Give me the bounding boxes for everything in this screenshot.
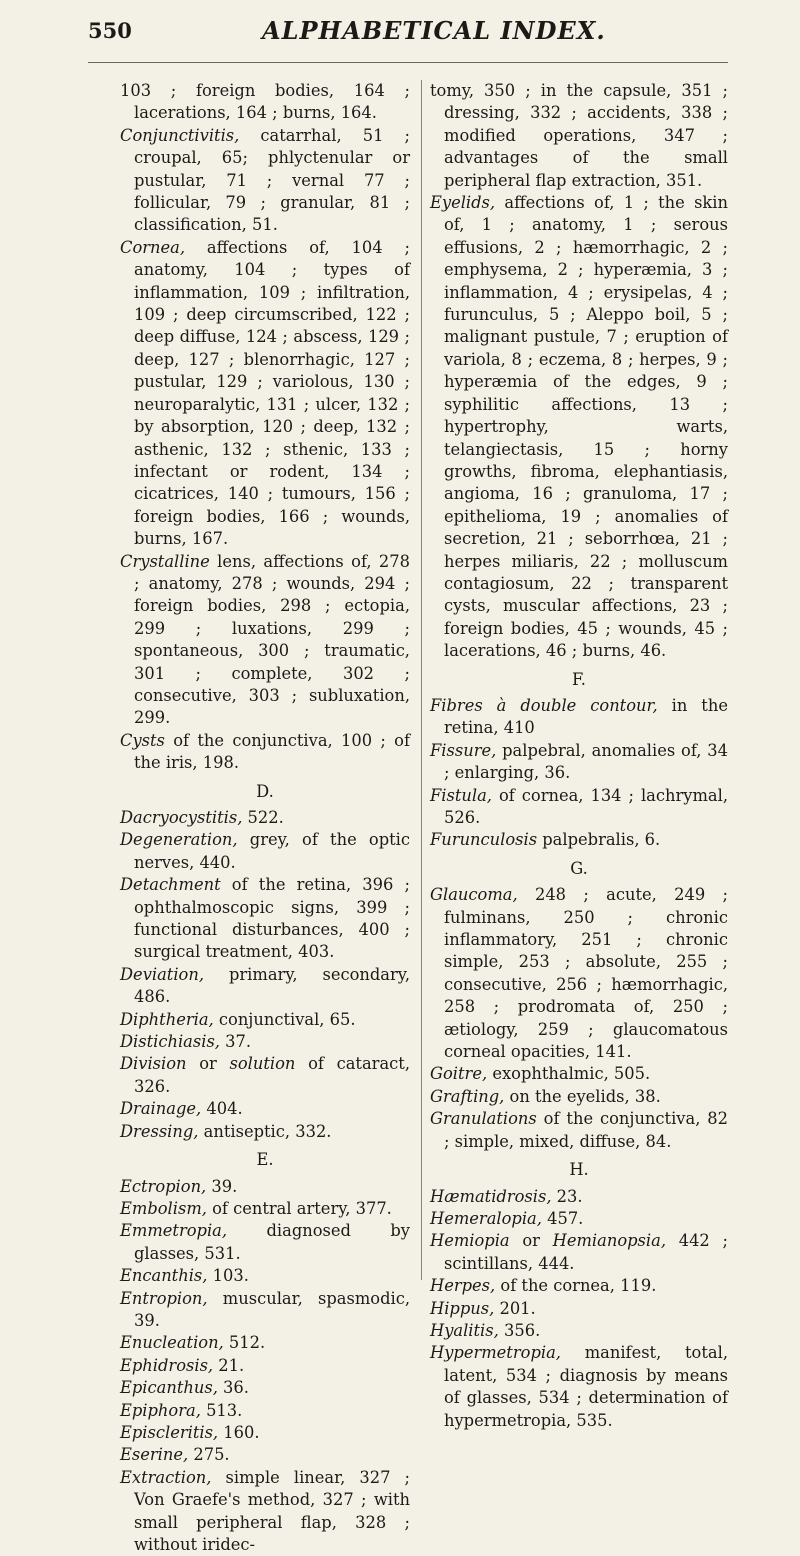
entry-term: Dacryocystitis, <box>120 808 243 827</box>
entry-term: Extraction, <box>120 1467 212 1487</box>
entry-term: Encanthis, <box>120 1266 208 1286</box>
entry-term: Dressing, <box>120 1121 199 1141</box>
entry-text: palpebral, anomalies of, 34 ; enlarging, 36. <box>444 740 728 783</box>
section-letter: G. <box>570 858 588 878</box>
entry-text: grey, of the optic nerves, 440. <box>134 830 410 872</box>
entry-term: Degeneration, <box>120 830 238 850</box>
left-column <box>120 80 410 1556</box>
index-entry <box>120 1053 410 1098</box>
index-entry <box>120 829 410 874</box>
index-entry <box>430 1320 728 1342</box>
entry-term: Hippus, <box>430 1298 495 1318</box>
entry-text: 522. <box>242 808 284 827</box>
entry-text: in the retina, 410 <box>444 695 728 738</box>
entry-term: Conjunctivitis, <box>120 125 240 145</box>
entry-term: Herpes, <box>430 1276 496 1296</box>
index-entry <box>430 1186 728 1208</box>
entry-text: exophthalmic, 505. <box>487 1064 651 1084</box>
index-entry <box>120 807 410 829</box>
page-number: 550 <box>88 18 132 43</box>
entry-text: tomy, 350 ; in the capsule, 351 ; dressing, 332 ; accidents, 338 ; modified operations, 347 ; advantages of the small peripheral flap extraction, 351. <box>430 81 728 190</box>
index-entry <box>120 1288 410 1333</box>
section-letter: E. <box>256 1150 274 1170</box>
entry-text: antiseptic, 332. <box>198 1121 332 1141</box>
index-entry <box>430 1208 728 1230</box>
entry-text: 39. <box>206 1176 238 1196</box>
entry-term: Glaucoma, <box>430 885 518 905</box>
entry-term: Drainage, <box>120 1099 202 1119</box>
entry-term: Hemiopia <box>430 1231 510 1251</box>
entry-text: of the conjunctiva, 100 ; of the iris, 198. <box>134 730 410 773</box>
entry-term: Grafting, <box>430 1086 505 1106</box>
index-entry <box>120 1176 410 1198</box>
entry-text: of cataract, 326. <box>134 1054 410 1096</box>
entry-term: Hypermetropia, <box>430 1343 561 1363</box>
entry-text: or <box>186 1054 230 1074</box>
index-entry <box>120 1009 410 1031</box>
entry-term: Embolism, <box>120 1198 207 1218</box>
entry-term: Diphtheria, <box>120 1009 214 1029</box>
entry-text: 275. <box>188 1445 230 1465</box>
page-header <box>0 14 800 70</box>
section-letter: F. <box>572 669 586 689</box>
entry-text: lens, affections of, 278 ; anatomy, 278 ; wounds, 294 ; foreign bodies, 298 ; ectopia, 299 ; luxations, 299 ; spontaneous, 300 ; traumatic, 301 ; complete, 302 ; consecutive, 303 ; subluxation, 299. <box>134 551 410 728</box>
entry-text: conjunctival, 65. <box>213 1009 356 1029</box>
entry-term: Hyalitis, <box>430 1320 499 1340</box>
index-entry <box>120 1355 410 1377</box>
entry-text: 457. <box>541 1208 584 1228</box>
entry-text: muscular, spasmodic, 39. <box>134 1288 410 1330</box>
entry-text: 512. <box>223 1333 266 1353</box>
entry-term: Hemeralopia, <box>430 1208 542 1228</box>
entry-text: or <box>509 1231 553 1251</box>
running-title: ALPHABETICAL INDEX. <box>262 16 606 45</box>
entry-text: 36. <box>217 1378 249 1398</box>
index-entry <box>120 1121 410 1143</box>
index-entry <box>120 1444 410 1466</box>
entry-term: Fissure, <box>430 740 497 760</box>
index-entry <box>430 695 728 740</box>
entry-term: Fibres à double contour, <box>430 695 658 715</box>
entry-text: primary, secondary, 486. <box>134 964 410 1007</box>
entry-text: of the cornea, 119. <box>495 1276 657 1296</box>
entry-text: 160. <box>218 1422 260 1442</box>
entry-term: solution <box>229 1054 296 1074</box>
index-entry <box>430 1108 728 1153</box>
entry-term: Goitre, <box>430 1064 488 1084</box>
index-entry <box>120 964 410 1009</box>
index-entry <box>430 785 728 830</box>
index-entry <box>120 125 410 237</box>
entry-text: 103 ; foreign bodies, 164 ; lacerations, 164 ; burns, 164. <box>120 81 410 123</box>
entry-text: simple linear, 327 ; Von Graefe's method, 327 ; with small peripheral flap, 328 ; without iridec- <box>134 1467 410 1554</box>
entry-text: on the eyelids, 38. <box>504 1086 661 1106</box>
index-entry <box>430 829 728 851</box>
entry-term: Fistula, <box>430 785 492 805</box>
index-entry <box>120 1265 410 1287</box>
entry-text: 23. <box>551 1186 583 1206</box>
index-entry <box>430 1063 728 1085</box>
index-entry <box>120 237 410 551</box>
index-entry <box>120 1198 410 1220</box>
entry-term: Detachment <box>120 875 221 895</box>
entry-text: of central artery, 377. <box>206 1198 392 1218</box>
entry-term: Crystalline <box>120 551 210 571</box>
index-entry <box>120 1220 410 1265</box>
entry-term: Epiphora, <box>120 1400 201 1420</box>
entry-term: Ectropion, <box>120 1176 207 1196</box>
entry-text: affections of, 1 ; the skin of, 1 ; anatomy, 1 ; serous effusions, 2 ; hæmorrhagic, 2 ; emphysema, 2 ; hyperæmia, 3 ; inflammation, 4 ; erysipelas, 4 ; furunculus, 5 ; Aleppo boil, 5 ; malignant pustule, 7 ; eruption of variola, 8 ; eczema, 8 ; herpes, 9 ; hyperæmia of the edges, 9 ; syphilitic affections, 13 ; hypertrophy, warts, telangiectasis, 15 ; horny growths, fibroma, elephantiasis, angioma, 16 ; granuloma, 17 ; epithelioma, 19 ; anomalies of secretion, 21 ; seborrhœa, 21 ; herpes miliaris, 22 ; molluscum contagiosum, 22 ; transparent cysts, muscular affections, 23 ; foreign bodies, 45 ; wounds, 45 ; lacerations, 46 ; burns, 46. <box>444 193 728 661</box>
index-entry <box>120 1467 410 1556</box>
entry-text: 103. <box>207 1266 249 1286</box>
index-entry <box>120 1377 410 1399</box>
entry-text: manifest, total, latent, 534 ; diagnosis by means of glasses, 534 ; determination of hypermetropia, 535. <box>444 1343 728 1430</box>
section-letter: D. <box>256 781 274 801</box>
right-column <box>430 80 728 1432</box>
entry-term: Episcleritis, <box>120 1422 219 1442</box>
entry-term: Hemianopsia, <box>552 1231 666 1251</box>
entry-term: Division <box>120 1054 187 1074</box>
entry-term: Eyelids, <box>430 193 496 213</box>
entry-term: Deviation, <box>120 964 205 984</box>
entry-text: 404. <box>201 1099 243 1119</box>
index-entry <box>120 551 410 730</box>
index-entry <box>430 1086 728 1108</box>
index-entry <box>430 884 728 1063</box>
entry-text: affections of, 104 ; anatomy, 104 ; types of inflammation, 109 ; infiltration, 109 ; deep circumscribed, 122 ; deep diffuse, 124 ; abscess, 129 ; deep, 127 ; blenorrhagic, 127 ; pustular, 129 ; variolous, 130 ; neuroparalytic, 131 ; ulcer, 132 ; by absorption, 120 ; deep, 132 ; asthenic, 132 ; sthenic, 133 ; infectant or rodent, 134 ; cicatrices, 140 ; tumours, 156 ; foreign bodies, 166 ; wounds, burns, 167. <box>134 237 410 549</box>
column-divider <box>421 80 422 1280</box>
index-entry <box>430 1342 728 1432</box>
entry-text: 513. <box>200 1400 243 1420</box>
entry-text: catarrhal, 51 ; croupal, 65; phlyctenular or pustular, 71 ; vernal 77 ; follicular, 79 ; granular, 81 ; classification, 51. <box>134 125 410 235</box>
entry-term: Enucleation, <box>120 1333 224 1353</box>
index-entry <box>430 740 728 785</box>
entry-term: Emmetropia, <box>120 1221 228 1241</box>
index-entry <box>120 1422 410 1444</box>
entry-term: Distichiasis, <box>120 1032 220 1052</box>
entry-text: diagnosed by glasses, 531. <box>134 1221 410 1263</box>
entry-term: Cysts <box>120 730 165 750</box>
header-rule <box>88 62 728 63</box>
index-entry <box>120 1098 410 1120</box>
entry-term: Cornea, <box>120 237 186 257</box>
entry-text: 442 ; scintillans, 444. <box>444 1231 728 1273</box>
index-entry <box>430 192 728 663</box>
index-entry <box>120 1400 410 1422</box>
index-entry <box>430 1275 728 1297</box>
entry-term: Ephidrosis, <box>120 1355 214 1375</box>
index-entry <box>120 1031 410 1053</box>
entry-term: Furunculosis <box>430 830 538 850</box>
index-entry <box>120 1332 410 1354</box>
section-letter: H. <box>569 1160 589 1180</box>
entry-term: Epicanthus, <box>120 1378 218 1398</box>
entry-term: Hæmatidrosis, <box>430 1186 552 1206</box>
entry-term: Entropion, <box>120 1288 208 1308</box>
entry-term: Eserine, <box>120 1445 189 1465</box>
entry-text: of cornea, 134 ; lachrymal, 526. <box>444 785 728 827</box>
index-entry <box>430 80 728 192</box>
index-entry <box>120 80 410 125</box>
entry-text: 21. <box>213 1355 245 1375</box>
entry-text: of the retina, 396 ; ophthalmoscopic signs, 399 ; functional disturbances, 400 ; surgical treatment, 403. <box>134 875 410 962</box>
entry-text: 201. <box>494 1298 536 1318</box>
entry-term: Granulations <box>430 1109 537 1129</box>
entry-text: 356. <box>498 1320 541 1340</box>
index-entry <box>120 730 410 775</box>
entry-text: palpebralis, 6. <box>537 830 661 850</box>
entry-text: of the conjunctiva, 82 ; simple, mixed, diffuse, 84. <box>444 1109 728 1151</box>
entry-text: 37. <box>219 1032 252 1052</box>
index-entry <box>430 1230 728 1275</box>
index-entry <box>430 1298 728 1320</box>
entry-text: 248 ; acute, 249 ; fulminans, 250 ; chronic inflammatory, 251 ; chronic simple, 253 ; absolute, 255 ; consecutive, 256 ; hæmorrhagic, 258 ; prodromata of, 250 ; ætiology, 259 ; glaucomatous corneal opacities, 141. <box>444 885 728 1062</box>
index-entry <box>120 874 410 964</box>
